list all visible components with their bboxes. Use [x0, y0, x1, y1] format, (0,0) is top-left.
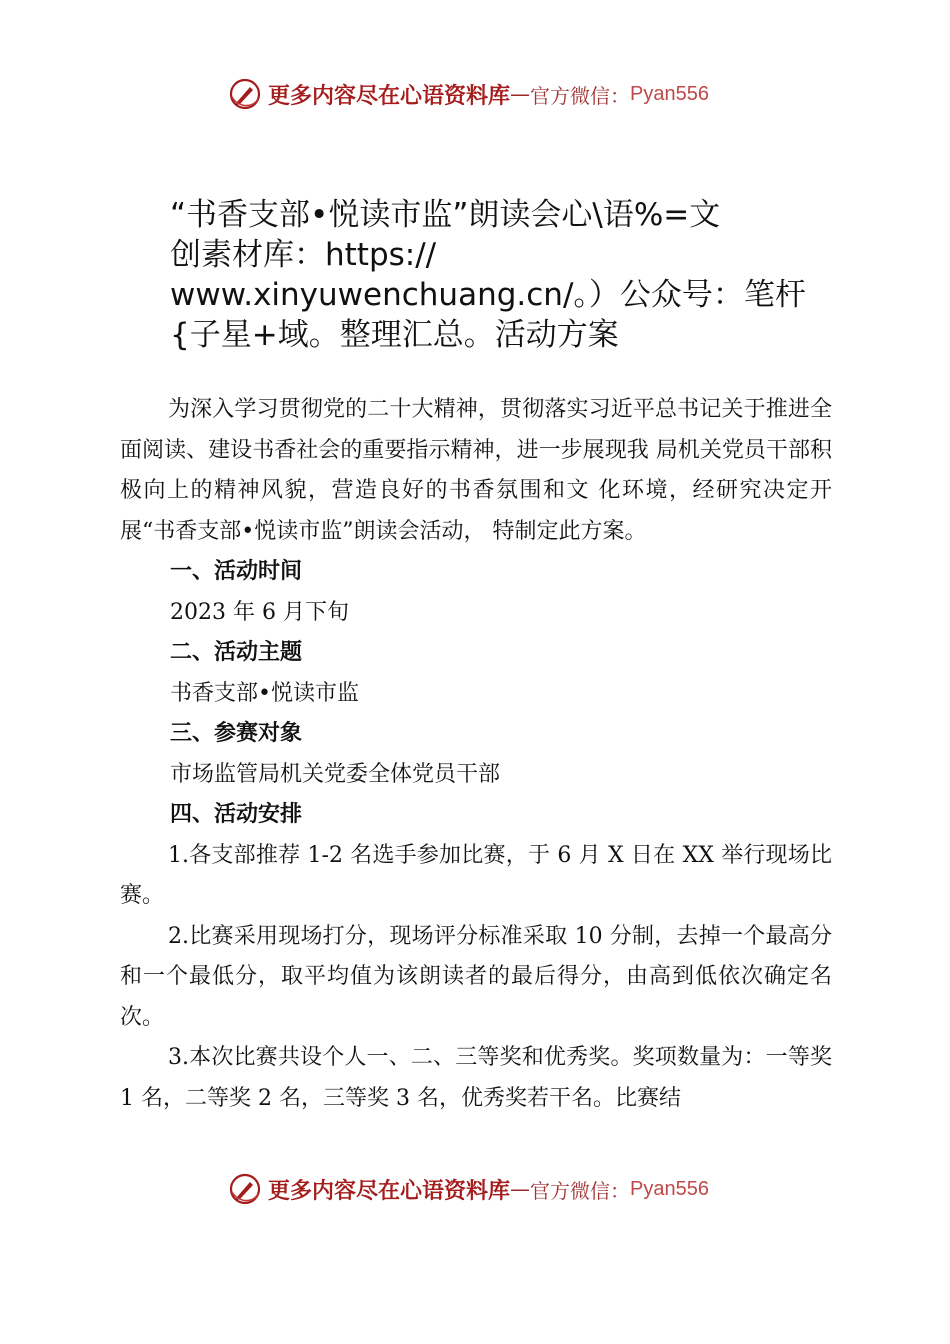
banner-main-text: 更多内容尽在心语资料库 — [268, 82, 511, 109]
pen-logo-icon — [228, 1172, 262, 1206]
title-line-1: “书香支部•悦读市监”朗读会心\语%=文 — [170, 197, 721, 233]
section-heading-time: 一、活动时间 — [170, 559, 303, 584]
document-title — [170, 195, 850, 355]
banner-wechat-id: Pyan556 — [630, 82, 709, 105]
banner-wechat-label: 官方微信： — [530, 1178, 631, 1203]
arrangement-item-1: 1.各支部推荐 1-2 名选手参加比赛，于 6 月 X 日在 XX 举行现场比赛。 — [120, 842, 832, 908]
section-heading-theme: 二、活动主题 — [170, 640, 303, 665]
section-text-participants: 市场监管局机关党委全体党员干部 — [170, 761, 501, 787]
banner-wechat-label: 官方微信： — [530, 83, 631, 108]
banner-main-text: 更多内容尽在心语资料库 — [268, 1177, 511, 1204]
title-line-3: www.xinyuwenchuang.cn/。）公众号：笔杆 — [170, 277, 806, 313]
header-banner — [228, 74, 709, 114]
title-line-4: {子星+域。整理汇总。活动方案 — [170, 317, 619, 353]
pen-logo-icon — [228, 77, 262, 111]
section-heading-arrangement: 四、活动安排 — [170, 802, 303, 827]
intro-paragraph: 为深入学习贯彻党的二十大精神，贯彻落实习近平总书记关于推进全面阅读、建设书香社会的重要指示精神，进一步展现我 局机关党员干部积极向上的精神风貌，营造良好的书香氛围和文 化环境，经研究决定开展“书香支部•悦读市监”朗读会活动， 特制定此方案。 — [120, 397, 832, 544]
banner-dash: — — [510, 1177, 531, 1201]
section-text-theme: 书香支部•悦读市监 — [170, 680, 359, 706]
section-text-time: 2023 年 6 月下旬 — [170, 599, 349, 625]
arrangement-item-2: 2.比赛采用现场打分，现场评分标准采取 10 分制，去掉一个最高分和一个最低分，取平均值为该朗读者的最后得分，由高到低依次确定名次。 — [120, 923, 832, 1030]
footer-banner — [228, 1169, 709, 1209]
section-heading-participants: 三、参赛对象 — [170, 721, 303, 746]
arrangement-item-3: 3.本次比赛共设个人一、二、三等奖和优秀奖。奖项数量为：一等奖 1 名，二等奖 2 名，三等奖 3 名，优秀奖若干名。比赛结 — [120, 1045, 832, 1111]
banner-dash: — — [510, 82, 531, 106]
document-body — [120, 390, 832, 1119]
banner-wechat-id: Pyan556 — [630, 1177, 709, 1200]
title-line-2: 创素材库：https:// — [170, 237, 437, 273]
